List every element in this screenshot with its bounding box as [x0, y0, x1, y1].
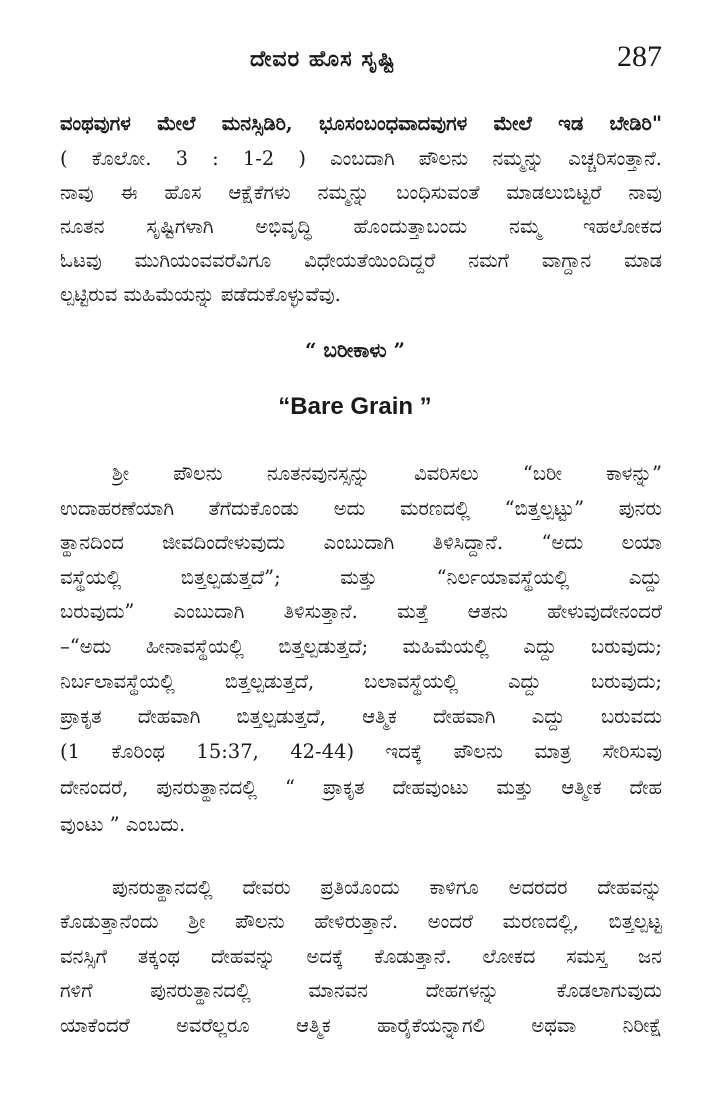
paragraph2-line: ಪ್ರಾಕೃತ ದೇಹವಾಗಿ ಬಿತ್ತಲ್ಪಡುತ್ತದೆ, ಆತ್ಮಿಕ ದೇಹವಾಗಿ ಎದ್ದು ಬರುವದು [60, 705, 662, 728]
paragraph2-line: ನಿರ್ಬಲಾವಸ್ಥೆಯಲ್ಲಿ ಬಿತ್ತಲ್ಪಡುತ್ತದೆ, ಬಲಾವಸ್ಥೆಯಲ್ಲಿ ಎದ್ದು ಬರುವುದು; [60, 670, 662, 693]
paragraph3-line: ಪುನರುತ್ಥಾನದಲ್ಲಿ ದೇವರು ಪ್ರತಿಯೊಂದು ಕಾಳಿಗೂ ಅದರದರ ದೇಹವನ್ನು [112, 876, 662, 899]
paragraph2-line: –“ಅದು ಹೀನಾವಸ್ಥೆಯಲ್ಲಿ ಬಿತ್ತಲ್ಪಡುತ್ತದೆ; ಮಹಿಮೆಯಲ್ಲಿ ಎದ್ದು ಬರುವುದು; [60, 635, 662, 658]
paragraph2-line: ವಸ್ಥೆಯಲ್ಲಿ ಬಿತ್ತಲ್ಪಡುತ್ತದೆ”; ಮತ್ತು “ನಿರ್ಲಯಾವಸ್ಥೆಯಲ್ಲಿ ಎದ್ದು [60, 566, 662, 589]
paragraph3-line: ವನಸ್ಸಿಗೆ ತಕ್ಕಂಥ ದೇಹವನ್ನು ಅದಕ್ಕೆ ಕೊಡುತ್ತಾನೆ. ಲೋಕದ ಸಮಸ್ತ ಜನ [60, 945, 662, 968]
paragraph2-line: ದೇನಂದರೆ, ಪುನರುತ್ಥಾನದಲ್ಲಿ “ ಪ್ರಾಕೃತ ದೇಹವುಂಟು ಮತ್ತು ಆತ್ಮೀಕ ದೇಹ [60, 776, 662, 799]
paragraph2-line: ಬರುವುದು” ಎಂಬುದಾಗಿ ತಿಳಿಸುತ್ತಾನೆ. ಮತ್ತೆ ಆತನು ಹೇಳುವುದೇನಂದರೆ [60, 600, 662, 623]
paragraph1-line: ನೂತನ ಸೃಷ್ಟಿಗಳಾಗಿ ಅಭಿವೃದ್ಧಿ ಹೊಂದುತ್ತಾಬಂದು ನಮ್ಮ ಇಹಲೋಕದ [60, 215, 662, 238]
running-title: ದೇವರ ಹೊಸ ಸೃಷ್ಟಿ [250, 46, 396, 72]
paragraph3-line: ಕೊಡುತ್ತಾನೆಂದು ಶ್ರೀ ಪೌಲನು ಹೇಳಿರುತ್ತಾನೆ. ಅಂದರೆ ಮರಣದಲ್ಲಿ, ಬಿತ್ತಲ್ಪಟ್ಟ [60, 910, 662, 933]
paragraph3-line: ಗಳಿಗೆ ಪುನರುತ್ಥಾನದಲ್ಲಿ ಮಾನವನ ದೇಹಗಳನ್ನು ಕೊಡಲಾಗುವುದು [60, 979, 662, 1002]
paragraph2-line: (1 ಕೊರಿಂಥ 15:37, 42-44) ಇದಕ್ಕೆ ಪೌಲನು ಮಾತ್ರ ಸೇರಿಸುವು [60, 740, 662, 763]
paragraph2-line: ಶ್ರೀ ಪೌಲನು ನೂತನವುನಸ್ಸನ್ನು ವಿವರಿಸಲು “ಬರೀ ಕಾಳನ್ನು” [112, 462, 662, 485]
paragraph2-line: ತ್ಥಾನದಿಂದ ಜೀವದಿಂದೇಳುವುದು ಎಂಬುದಾಗಿ ತಿಳಿಸಿದ್ದಾನೆ. “ಅದು ಲಯಾ [60, 531, 662, 554]
paragraph2-line: ವುಂಟು ” ಎಂಬದು. [60, 813, 186, 836]
paragraph3-line: ಯಾಕೆಂದರೆ ಅವರೆಲ್ಲರೂ ಆತ್ಮಿಕ ಹಾರೈಕೆಯನ್ನಾಗಲಿ ಅಥವಾ ನಿರೀಕ್ಷೆ [60, 1014, 662, 1037]
paragraph1-line: ( ಕೊಲೋ. 3 : 1-2 ) ಎಂಬದಾಗಿ ಪೌಲನು ನಮ್ಮನ್ನು ಎಚ್ಚರಿಸಂತ್ತಾನೆ. [60, 147, 662, 170]
page-number: 287 [617, 40, 662, 73]
paragraph2-line: ಉದಾಹರಣೆಯಾಗಿ ತೆಗೆದುಕೊಂಡು ಅದು ಮರಣದಲ್ಲಿ “ಬಿತ್ತಲ್ಪಟ್ಟು” ಪುನರು [60, 497, 662, 520]
paragraph1-line: ಲ್ಪಟ್ಟಿರುವ ಮಹಿಮೆಯನ್ನು ಪಡೆದುಕೊಳ್ಳುವೆವು. [60, 283, 341, 306]
paragraph1-line: ಓಟವು ಮುಗಿಯಂವವರೆವಿಗೂ ವಿಧೇಯತೆಯಿಂದಿದ್ದರೆ ನಮಗೆ ವಾಗ್ದಾನ ಮಾಡ [60, 249, 662, 272]
page-header [80, 40, 662, 86]
section-heading-kannada: “ ಬರೀಕಾಳು ” [304, 338, 406, 362]
paragraph1-line: ನಾವು ಈ ಹೊಸ ಆಕ್ಷೆಕೆಗಳು ನಮ್ಮನ್ನು ಬಂಧಿಸುವಂತೆ ಮಾಡಲುಬಿಟ್ಟರೆ ನಾವು [60, 181, 662, 204]
paragraph1-line: ವಂಥವುಗಳ ಮೇಲೆ ಮನಸ್ಸಿಡಿರಿ, ಭೂಸಂಬಂಧವಾದವುಗಳ ಮೇಲೆ ಇಡ ಬೇಡಿರಿ" [60, 112, 662, 135]
section-heading-english: “Bare Grain ” [278, 393, 432, 420]
